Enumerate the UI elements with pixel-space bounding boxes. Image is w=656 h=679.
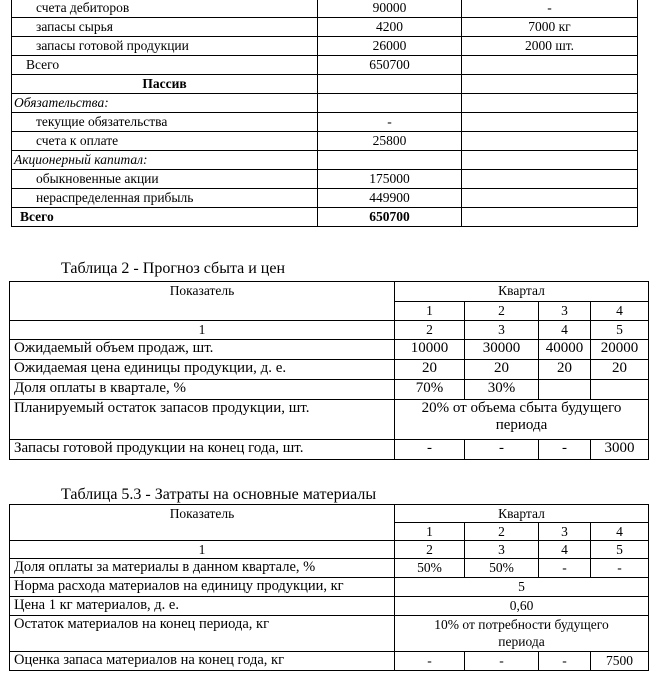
table-row (10, 400, 649, 440)
header-indicator: Показатель (10, 505, 395, 541)
quarter-number: 1 (395, 302, 465, 321)
row-note: - (462, 0, 638, 18)
row-value (318, 75, 462, 94)
cell-value: 40000 (539, 340, 591, 360)
row-label: Ожидаемая цена единицы продукции, д. е. (10, 360, 395, 380)
table-row (10, 578, 649, 597)
row-label: запасы сырья (12, 18, 318, 37)
row-note (462, 56, 638, 75)
row-note (462, 170, 638, 189)
column-number: 3 (465, 321, 539, 340)
table-row (10, 505, 649, 523)
row-note (462, 208, 638, 227)
cell-value: - (539, 652, 591, 671)
row-note (462, 151, 638, 170)
row-value: 175000 (318, 170, 462, 189)
table-row (10, 541, 649, 559)
cell-value: 20 (395, 360, 465, 380)
row-value: 90000 (318, 0, 462, 18)
row-label: счета к оплате (12, 132, 318, 151)
cell-value: 20 (539, 360, 591, 380)
section-heading: Пассив (12, 75, 318, 94)
quarter-number: 3 (539, 302, 591, 321)
table2-caption: Таблица 2 - Прогноз сбыта и цен (61, 260, 286, 277)
row-label: Планируемый остаток запасов продукции, шт. (10, 400, 395, 440)
cell-value: - (539, 440, 591, 460)
row-note (462, 189, 638, 208)
cell-value: 20 (465, 360, 539, 380)
row-value: 449900 (318, 189, 462, 208)
row-label: Всего (12, 56, 318, 75)
row-label: счета дебиторов (12, 0, 318, 18)
cell-value: 50% (395, 559, 465, 578)
row-note (462, 113, 638, 132)
row-label: Доля оплаты за материалы в данном квартале, % (10, 559, 395, 578)
cell-value: - (465, 440, 539, 460)
table-row (12, 208, 638, 227)
row-label: Оценка запаса материалов на конец года, кг (10, 652, 395, 671)
table-row (12, 0, 638, 18)
row-label: Норма расхода материалов на единицу продукции, кг (10, 578, 395, 597)
row-value: 25800 (318, 132, 462, 151)
column-number: 5 (591, 541, 649, 559)
cell-value: 7500 (591, 652, 649, 671)
quarter-number: 1 (395, 523, 465, 541)
row-label: Запасы готовой продукции на конец года, шт. (10, 440, 395, 460)
empty-cell (591, 380, 649, 400)
quarter-number: 2 (465, 523, 539, 541)
column-number: 1 (10, 321, 395, 340)
quarter-number: 3 (539, 523, 591, 541)
table-row (10, 282, 649, 302)
row-label: Цена 1 кг материалов, д. е. (10, 597, 395, 616)
column-number: 4 (539, 321, 591, 340)
quarter-number: 4 (591, 302, 649, 321)
table-row (10, 340, 649, 360)
column-number: 5 (591, 321, 649, 340)
row-label: нераспределенная прибыль (12, 189, 318, 208)
table-row (10, 380, 649, 400)
row-value: 4200 (318, 18, 462, 37)
row-note: 2000 шт. (462, 37, 638, 56)
header-quarter: Квартал (395, 505, 649, 523)
table-row (12, 94, 638, 113)
row-label: Ожидаемый объем продаж, шт. (10, 340, 395, 360)
table-row (10, 559, 649, 578)
cell-value: - (395, 652, 465, 671)
table-row (12, 151, 638, 170)
total-value: 650700 (318, 208, 462, 227)
balance-table (11, 0, 638, 227)
table3-caption: Таблица 5.3 - Затраты на основные материалы (61, 486, 377, 503)
cell-value: 5 (395, 578, 649, 597)
table-row (10, 321, 649, 340)
row-label: запасы готовой продукции (12, 37, 318, 56)
row-note (462, 94, 638, 113)
header-indicator: Показатель (10, 282, 395, 321)
table-row (10, 652, 649, 671)
row-value: 26000 (318, 37, 462, 56)
cell-value: - (591, 559, 649, 578)
table-row (10, 440, 649, 460)
total-label: Всего (12, 208, 318, 227)
table-row (12, 37, 638, 56)
table-row (12, 170, 638, 189)
row-value (318, 151, 462, 170)
group-heading: Акционерный капитал: (12, 151, 318, 170)
table-row (12, 56, 638, 75)
cell-value: 0,60 (395, 597, 649, 616)
column-number: 1 (10, 541, 395, 559)
table-row (10, 360, 649, 380)
column-number: 4 (539, 541, 591, 559)
cell-value: 3000 (591, 440, 649, 460)
row-label: Остаток материалов на конец периода, кг (10, 616, 395, 652)
row-note: 7000 кг (462, 18, 638, 37)
table2 (9, 281, 649, 460)
table-row (12, 113, 638, 132)
table-row (12, 75, 638, 94)
row-value (318, 94, 462, 113)
cell-value: 70% (395, 380, 465, 400)
cell-value: 10% от потребности будущего периода (395, 616, 649, 652)
cell-value: - (395, 440, 465, 460)
row-value: - (318, 113, 462, 132)
column-number: 2 (395, 321, 465, 340)
cell-value: 20 (591, 360, 649, 380)
row-label: Доля оплаты в квартале, % (10, 380, 395, 400)
cell-value: - (539, 559, 591, 578)
cell-value: 30000 (465, 340, 539, 360)
column-number: 3 (465, 541, 539, 559)
empty-cell (539, 380, 591, 400)
table-row (10, 597, 649, 616)
row-label: текущие обязательства (12, 113, 318, 132)
table-row (12, 18, 638, 37)
quarter-number: 2 (465, 302, 539, 321)
table-row (12, 132, 638, 151)
table3 (9, 504, 649, 671)
cell-value: 10000 (395, 340, 465, 360)
header-quarter: Квартал (395, 282, 649, 302)
row-note (462, 132, 638, 151)
cell-value: 20000 (591, 340, 649, 360)
cell-value: 50% (465, 559, 539, 578)
row-label: обыкновенные акции (12, 170, 318, 189)
row-value: 650700 (318, 56, 462, 75)
table-row (12, 189, 638, 208)
group-heading: Обязательства: (12, 94, 318, 113)
cell-value: - (465, 652, 539, 671)
row-note (462, 75, 638, 94)
table-row (10, 616, 649, 652)
cell-value: 20% от объема сбыта будущего периода (395, 400, 649, 440)
column-number: 2 (395, 541, 465, 559)
quarter-number: 4 (591, 523, 649, 541)
cell-value: 30% (465, 380, 539, 400)
